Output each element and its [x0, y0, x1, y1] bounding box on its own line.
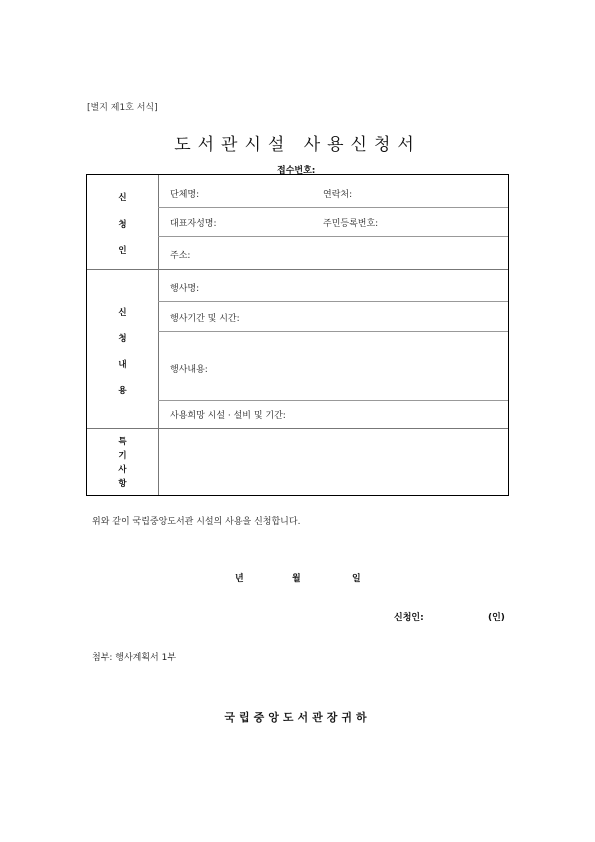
event-name-field[interactable]: 행사명:	[170, 284, 200, 294]
document-title: 도서관시설 사용신청서	[174, 135, 421, 155]
content-section-char: 신	[118, 308, 127, 318]
section-divider	[87, 428, 508, 429]
content-section-char: 내	[118, 360, 127, 370]
applicant-section-char: 인	[118, 246, 127, 256]
table-column-divider	[158, 175, 159, 495]
contact-field[interactable]: 연락처:	[323, 190, 353, 200]
attachment-note: 첨부: 행사계획서 1부	[92, 653, 177, 663]
date-month-label: 월	[292, 574, 301, 584]
row-divider	[158, 400, 508, 401]
special-section-char: 사	[118, 465, 127, 475]
row-divider	[158, 331, 508, 332]
special-notes-field[interactable]	[162, 433, 502, 491]
special-section-char: 항	[118, 479, 127, 489]
receipt-number-label: 접수번호:	[277, 166, 316, 176]
event-period-field[interactable]: 행사기간 및 시간:	[170, 314, 240, 324]
form-number-label: [별지 제1호 서식]	[87, 103, 158, 113]
row-divider	[158, 236, 508, 237]
special-section-char: 특	[118, 437, 127, 447]
representative-name-field[interactable]: 대표자성명:	[170, 219, 217, 229]
applicant-section-char: 청	[118, 220, 127, 230]
date-day-label: 일	[352, 574, 361, 584]
resident-number-field[interactable]: 주민등록번호:	[323, 219, 379, 229]
recipient-line: 국립중앙도서관장귀하	[224, 711, 371, 724]
content-section-char: 청	[118, 334, 127, 344]
declaration-text: 위와 같이 국립중앙도서관 시설의 사용을 신청합니다.	[92, 517, 301, 527]
facility-request-field[interactable]: 사용희망 시설 · 설비 및 기간:	[170, 411, 286, 421]
address-field[interactable]: 주소:	[170, 251, 191, 261]
organization-name-field[interactable]: 단체명:	[170, 190, 200, 200]
application-table	[86, 174, 509, 496]
applicant-section-char: 신	[118, 193, 127, 203]
applicant-signature-label: 신청인:	[394, 613, 424, 623]
date-year-label: 년	[235, 574, 244, 584]
section-divider	[87, 269, 508, 270]
seal-label: (인)	[488, 613, 505, 623]
event-content-field[interactable]: 행사내용:	[170, 365, 208, 375]
special-section-char: 기	[118, 451, 127, 461]
row-divider	[158, 301, 508, 302]
row-divider	[158, 207, 508, 208]
content-section-char: 용	[118, 386, 127, 396]
